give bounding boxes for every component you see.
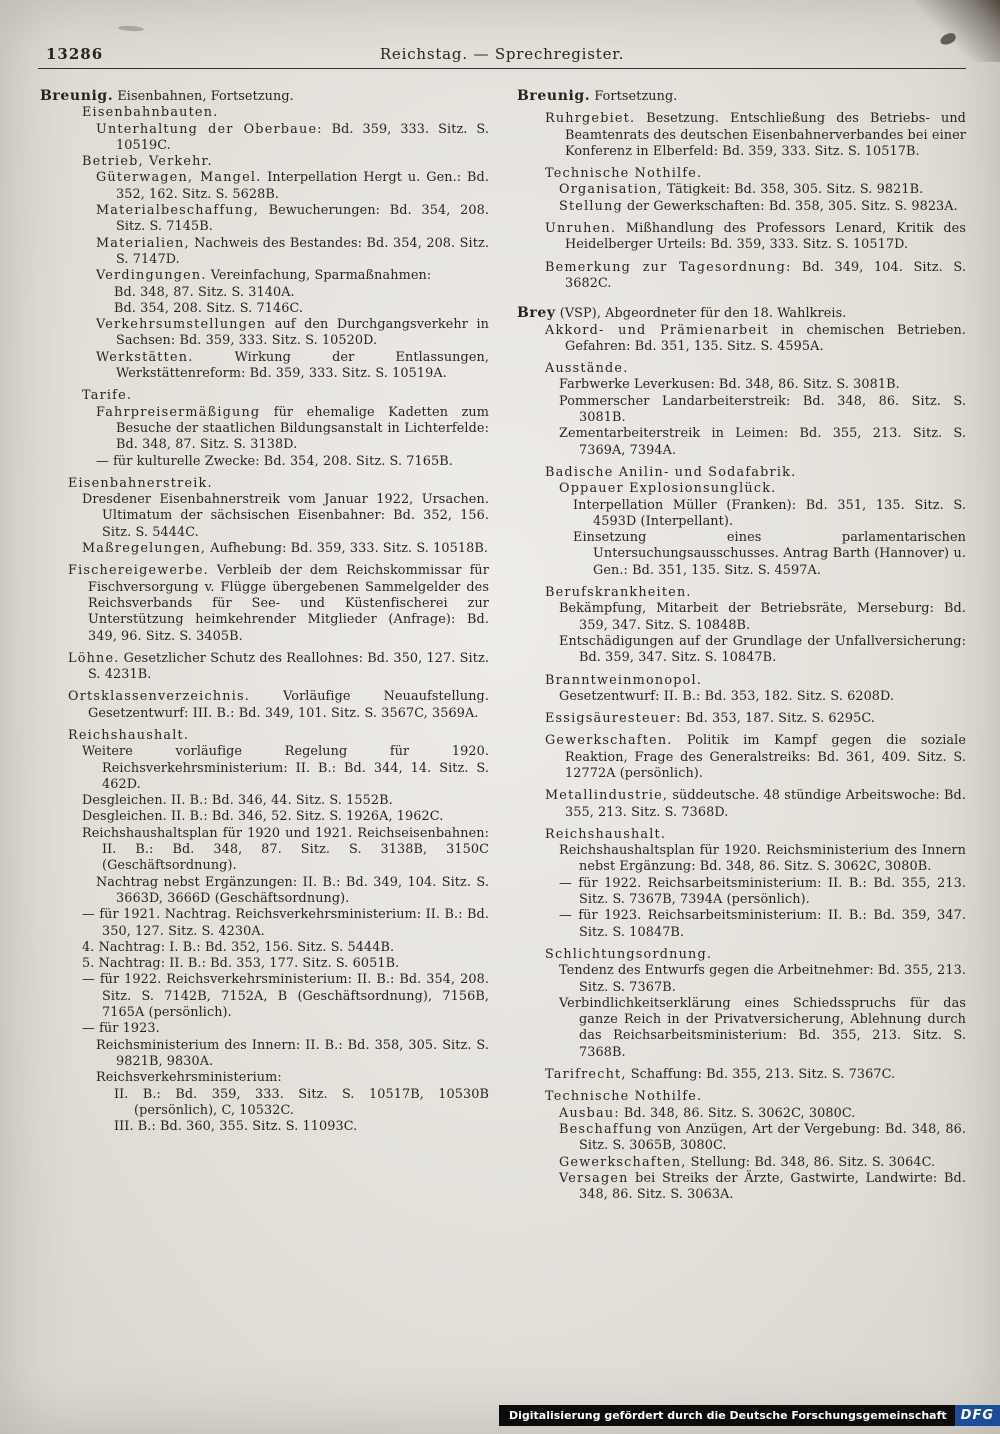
index-entry bbox=[82, 541, 489, 557]
entry-text: Nachtrag nebst Ergänzungen: II. B.: Bd. 349, 104. Sitz. S. 3663D, 3666D (Geschäftsordnung). bbox=[96, 874, 489, 906]
index-entry bbox=[96, 317, 489, 350]
headword: Brey bbox=[517, 305, 556, 322]
entry-keyword: Schlichtungsordnung. bbox=[545, 946, 713, 962]
index-entry bbox=[82, 1021, 489, 1037]
entry-text: Bd. 348, 86. Sitz. S. 3062C, 3080C. bbox=[623, 1105, 856, 1121]
entry-keyword: Stellung bbox=[559, 198, 623, 214]
index-entry bbox=[96, 405, 489, 454]
index-entry bbox=[559, 426, 966, 459]
headword: Breunig. bbox=[40, 88, 114, 104]
index-entry bbox=[114, 1119, 489, 1135]
entry-text: II. B.: Bd. 359, 333. Sitz. S. 10517B, 10530B (persönlich), C, 10532C. bbox=[114, 1086, 489, 1118]
entry-text: Interpellation Müller (Franken): Bd. 351, 135. Sitz. S. 4593D (Interpellant). bbox=[573, 497, 966, 529]
index-entry bbox=[82, 154, 489, 170]
dfg-logo: DFG bbox=[955, 1405, 1000, 1426]
entry-keyword: Technische Nothilfe. bbox=[545, 1089, 703, 1105]
index-entry bbox=[545, 111, 966, 160]
entry-text: Gesetzentwurf: II. B.: Bd. 353, 182. Sitz. S. 6208D. bbox=[559, 688, 895, 704]
entry-text: 4. Nachtrag: I. B.: Bd. 352, 156. Sitz. S. 5444B. bbox=[82, 939, 395, 955]
entry-text: Wirkung der Entlassungen, Werkstättenreform: Bd. 359, 333. Sitz. S. 10519A. bbox=[116, 349, 489, 382]
index-entry bbox=[96, 203, 489, 236]
entry-keyword: Ausstände. bbox=[545, 361, 629, 377]
entry-text: Verbleib der dem Reichskommissar für Fischversorgung v. Flügge übergebenen Sammelgelder des Reichsverbands für See- und Küstenfischerei zur Unterstützung heimkehrender Mitglieder (Anfrage): Bd. 349, 96. Sitz. S. 3405B. bbox=[88, 563, 489, 644]
entry-text: Bekämpfung, Mitarbeit der Betriebsräte, Merseburg: Bd. 359, 347. Sitz. S. 10848B. bbox=[559, 601, 966, 633]
index-entry bbox=[96, 875, 489, 908]
index-entry bbox=[545, 585, 966, 601]
entry-text: — für 1923. Reichsarbeitsministerium: II. B.: Bd. 359, 347. Sitz. S. 10847B. bbox=[559, 908, 966, 940]
entry-text: Besetzung. Entschließung des Betriebs- und Beamtenrats des deutschen Eisenbahnerverbandes bei einer Konferenz in Elberfeld: Bd. 359, 333. Sitz. S. 10517B. bbox=[565, 111, 966, 159]
page-header bbox=[38, 42, 966, 69]
entry-keyword: Versagen bbox=[559, 1170, 629, 1186]
entry-text: Bewucherungen: Bd. 354, 208. Sitz. S. 7145B. bbox=[116, 203, 489, 235]
entry-keyword: Oppauer Explosionsunglück. bbox=[559, 481, 777, 497]
entry-keyword: Fahrpreisermäßigung bbox=[96, 404, 261, 420]
index-entry bbox=[559, 1106, 966, 1122]
index-entry bbox=[545, 733, 966, 782]
index-entry bbox=[559, 634, 966, 667]
index-entry bbox=[559, 601, 966, 634]
index-entry bbox=[559, 1122, 966, 1155]
index-entry bbox=[114, 301, 489, 317]
index-entry bbox=[96, 268, 489, 284]
entry-keyword: Gewerkschaften, bbox=[559, 1154, 687, 1170]
entry-text: Eisenbahnen, Fortsetzung. bbox=[117, 89, 294, 104]
index-entry bbox=[114, 1087, 489, 1120]
digitization-footer bbox=[499, 1405, 1000, 1426]
entry-text: Reichshaushaltsplan für 1920 und 1921. Reichseisenbahnen: II. B.: Bd. 348, 87. Sitz. S. 3138B, 3150C (Geschäftsordnung). bbox=[82, 825, 489, 874]
index-entry bbox=[559, 843, 966, 876]
entry-keyword: Akkord- und Prämienarbeit bbox=[545, 322, 769, 338]
index-entry bbox=[68, 651, 489, 684]
index-headword-entry bbox=[517, 88, 966, 105]
index-entry bbox=[559, 199, 966, 215]
index-entry bbox=[545, 1089, 966, 1105]
entry-text: 5. Nachtrag: II. B.: Bd. 353, 177. Sitz. S. 6051B. bbox=[82, 956, 400, 972]
entry-text: Pommerscher Landarbeiterstreik: Bd. 348, 86. Sitz. S. 3081B. bbox=[559, 393, 966, 426]
entry-keyword: Eisenbahnbauten. bbox=[82, 105, 219, 121]
entry-text: Dresdener Eisenbahnerstreik vom Januar 1922, Ursachen. Ultimatum der sächsischen Eisenbahner: Bd. 352, 156. Sitz. S. 5444C. bbox=[82, 492, 489, 540]
entry-text: Fortsetzung. bbox=[594, 89, 678, 104]
entry-keyword: Gewerkschaften. bbox=[545, 733, 673, 749]
index-entry bbox=[545, 465, 966, 481]
entry-keyword: Bemerkung zur Tagesordnung: bbox=[545, 259, 792, 275]
entry-keyword: Technische Nothilfe. bbox=[545, 166, 703, 182]
entry-keyword: Unruhen. bbox=[545, 221, 617, 237]
entry-text: Schaffung: Bd. 355, 213. Sitz. S. 7367C. bbox=[630, 1067, 896, 1083]
entry-keyword: Ruhrgebiet. bbox=[545, 111, 636, 127]
headword: Breunig. bbox=[517, 88, 591, 104]
index-entry bbox=[559, 182, 966, 198]
page-title: Reichstag. — Sprechregister. bbox=[379, 45, 625, 63]
index-entry bbox=[559, 908, 966, 941]
entry-keyword: Berufskrankheiten. bbox=[545, 585, 692, 601]
index-entry bbox=[573, 498, 966, 531]
entry-text: Reichsministerium des Innern: II. B.: Bd. 358, 305. Sitz. S. 9821B, 9830A. bbox=[96, 1037, 489, 1069]
index-entry bbox=[545, 221, 966, 254]
entry-keyword: Unterhaltung der Oberbaue: bbox=[96, 121, 323, 137]
entry-keyword: Güterwagen, Mangel. bbox=[96, 170, 262, 186]
index-entry bbox=[559, 481, 966, 497]
entry-keyword: Werkstätten. bbox=[96, 349, 194, 365]
index-entry bbox=[82, 492, 489, 541]
index-entry bbox=[82, 105, 489, 121]
entry-text: Entschädigungen auf der Grundlage der Unfallversicherung: Bd. 359, 347. Sitz. S. 10847B. bbox=[559, 633, 966, 666]
register-column-left bbox=[38, 88, 489, 1135]
entry-keyword: Essigsäuresteuer: bbox=[545, 711, 682, 727]
index-entry bbox=[545, 323, 966, 356]
entry-text: für ehemalige Kadetten zum Besuche der staatlichen Bildungsanstalt in Lichterfelde: Bd. 348, 87. Sitz. S. 3138D. bbox=[116, 404, 489, 453]
entry-text: Stellung: Bd. 348, 86. Sitz. S. 3064C. bbox=[690, 1154, 936, 1170]
entry-text: Vorläufige Neuaufstellung. Gesetzentwurf: III. B.: Bd. 349, 101. Sitz. S. 3567C, 3569A. bbox=[88, 689, 489, 721]
index-entry bbox=[545, 947, 966, 963]
entry-keyword: Organisation, bbox=[559, 182, 663, 198]
entry-text: bei Streiks der Ärzte, Gastwirte, Landwirte: Bd. 348, 86. Sitz. S. 3063A. bbox=[579, 1170, 966, 1203]
entry-text: — für 1922. Reichsarbeitsministerium: II. B.: Bd. 355, 213. Sitz. S. 7367B, 7394A (persönlich). bbox=[559, 875, 966, 908]
index-entry bbox=[114, 285, 489, 301]
entry-keyword: Reichshaushalt. bbox=[68, 727, 190, 743]
entry-keyword: Metallindustrie, bbox=[545, 788, 669, 804]
entry-keyword: Ortsklassenverzeichnis. bbox=[68, 689, 251, 705]
entry-text: Weitere vorläufige Regelung für 1920. Reichsverkehrsministerium: II. B.: Bd. 344, 14. Sitz. S. 462D. bbox=[82, 744, 489, 792]
entry-text: — für 1922. Reichsverkehrsministerium: II. B.: Bd. 354, 208. Sitz. S. 7142B, 7152A, B (Geschäftsordnung), 7156B, 7165A (persönlich). bbox=[82, 972, 489, 1021]
index-entry bbox=[545, 166, 966, 182]
register-columns bbox=[38, 88, 966, 1203]
index-entry bbox=[96, 350, 489, 383]
entry-keyword: Maßregelungen, bbox=[82, 541, 207, 557]
entry-keyword: Ausbau: bbox=[559, 1105, 620, 1121]
entry-keyword: Eisenbahnerstreik. bbox=[68, 475, 213, 491]
index-entry bbox=[573, 530, 966, 579]
entry-keyword: Tarifrecht, bbox=[545, 1067, 627, 1083]
index-entry bbox=[96, 1070, 489, 1086]
entry-text: Tätigkeit: Bd. 358, 305. Sitz. S. 9821B. bbox=[666, 182, 924, 198]
entry-text: Bd. 349, 104. Sitz. S. 3682C. bbox=[565, 259, 966, 291]
entry-keyword: Verdingungen. bbox=[96, 268, 207, 284]
scan-smudge bbox=[118, 25, 144, 32]
entry-text: Mißhandlung des Professors Lenard, Kritik des Heidelberger Urteils: Bd. 359, 333. Sitz. S. 10517D. bbox=[565, 221, 966, 253]
entry-keyword: Fischereigewerbe. bbox=[68, 563, 209, 579]
entry-text: Nachweis des Bestandes: Bd. 354, 208. Sitz. S. 7147D. bbox=[116, 235, 489, 267]
index-entry bbox=[559, 377, 966, 393]
entry-text: Bd. 353, 187. Sitz. S. 6295C. bbox=[685, 711, 875, 727]
index-entry bbox=[68, 728, 489, 744]
index-entry bbox=[559, 394, 966, 427]
index-entry bbox=[559, 963, 966, 996]
entry-text: der Gewerkschaften: Bd. 358, 305. Sitz. S. 9823A. bbox=[627, 198, 958, 214]
index-entry bbox=[68, 689, 489, 722]
entry-keyword: Verkehrsumstellungen bbox=[96, 317, 267, 333]
index-entry bbox=[96, 170, 489, 203]
entry-text: Gesetzlicher Schutz des Reallohnes: Bd. 350, 127. Sitz. S. 4231B. bbox=[88, 650, 489, 683]
index-entry bbox=[82, 907, 489, 940]
index-entry bbox=[68, 563, 489, 644]
entry-text: (VSP), Abgeordneter für den 18. Wahlkreis. bbox=[559, 306, 847, 322]
index-entry bbox=[545, 711, 966, 727]
index-entry bbox=[82, 972, 489, 1021]
entry-text: in chemischen Betrieben. Gefahren: Bd. 351, 135. Sitz. S. 4595A. bbox=[565, 322, 966, 354]
index-entry bbox=[82, 826, 489, 875]
index-entry bbox=[559, 1155, 966, 1171]
index-entry bbox=[96, 1038, 489, 1071]
index-entry bbox=[68, 476, 489, 492]
entry-text: Vereinfachung, Sparmaßnahmen: bbox=[210, 268, 432, 284]
index-entry bbox=[545, 260, 966, 293]
entry-text: Farbwerke Leverkusen: Bd. 348, 86. Sitz. S. 3081B. bbox=[559, 377, 900, 393]
entry-text: Verbindlichkeitserklärung eines Schiedsspruchs für das ganze Reich in der Privatversicherung, Ablehnung durch das Reichsarbeitsministerium: Bd. 355, 213. Sitz. S. 7368B. bbox=[559, 995, 966, 1060]
entry-keyword: Betrieb, Verkehr. bbox=[82, 154, 213, 170]
index-entry bbox=[545, 673, 966, 689]
entry-keyword: Badische Anilin- und Sodafabrik. bbox=[545, 464, 797, 480]
entry-text: Bd. 359, 333. Sitz. S. 10519C. bbox=[116, 121, 489, 153]
entry-text: Tendenz des Entwurfs gegen die Arbeitnehmer: Bd. 355, 213. Sitz. S. 7367B. bbox=[559, 963, 966, 995]
entry-keyword: Materialien, bbox=[96, 235, 190, 251]
entry-text: Interpellation Hergt u. Gen.: Bd. 352, 162. Sitz. S. 5628B. bbox=[116, 170, 489, 202]
entry-text: — für 1923. bbox=[82, 1021, 160, 1037]
index-entry bbox=[545, 361, 966, 377]
entry-text: Desgleichen. II. B.: Bd. 346, 52. Sitz. S. 1926A, 1962C. bbox=[82, 809, 444, 825]
index-entry bbox=[82, 388, 489, 404]
index-entry bbox=[559, 1171, 966, 1204]
index-entry bbox=[559, 876, 966, 909]
index-headword-entry bbox=[40, 88, 489, 105]
entry-keyword: Branntweinmonopol. bbox=[545, 672, 703, 688]
index-entry bbox=[545, 827, 966, 843]
entry-text: — für 1921. Nachtrag. Reichsverkehrsministerium: II. B.: Bd. 350, 127. Sitz. S. 4230A. bbox=[82, 907, 489, 939]
entry-text: von Anzügen, Art der Vergebung: Bd. 348, 86. Sitz. S. 3065B, 3080C. bbox=[579, 1121, 966, 1154]
index-entry bbox=[82, 940, 489, 956]
entry-text: III. B.: Bd. 360, 355. Sitz. S. 11093C. bbox=[114, 1119, 358, 1135]
entry-text: Bd. 348, 87. Sitz. S. 3140A. bbox=[114, 284, 295, 300]
entry-text: Zementarbeiterstreik in Leimen: Bd. 355, 213. Sitz. S. 7369A, 7394A. bbox=[559, 426, 966, 458]
entry-keyword: Tarife. bbox=[82, 388, 133, 404]
index-entry bbox=[96, 454, 489, 470]
entry-keyword: Reichshaushalt. bbox=[545, 826, 667, 842]
index-entry bbox=[82, 744, 489, 793]
index-entry bbox=[96, 122, 489, 155]
entry-text: Aufhebung: Bd. 359, 333. Sitz. S. 10518B. bbox=[210, 541, 489, 557]
digitization-credit: Digitalisierung gefördert durch die Deutsche Forschungsgemeinschaft bbox=[508, 1409, 947, 1422]
entry-keyword: Beschaffung bbox=[559, 1121, 653, 1137]
entry-text: süddeutsche. 48 stündige Arbeitswoche: Bd. 355, 213. Sitz. S. 7368D. bbox=[565, 788, 966, 820]
entry-text: — für kulturelle Zwecke: Bd. 354, 208. Sitz. S. 7165B. bbox=[96, 453, 453, 469]
index-headword-entry bbox=[517, 305, 966, 322]
page-number: 13286 bbox=[46, 45, 104, 63]
entry-text: Einsetzung eines parlamentarischen Untersuchungsausschusses. Antrag Barth (Hannover) u. Gen.: Bd. 351, 135. Sitz. S. 4597A. bbox=[573, 530, 966, 578]
index-entry bbox=[82, 793, 489, 809]
entry-keyword: Löhne. bbox=[68, 650, 120, 666]
entry-text: auf den Durchgangsverkehr in Sachsen: Bd. 359, 333. Sitz. S. 10520D. bbox=[116, 317, 489, 349]
register-column-right bbox=[515, 88, 966, 1203]
index-entry bbox=[96, 236, 489, 269]
index-entry bbox=[545, 1067, 966, 1083]
entry-text: Reichshaushaltsplan für 1920. Reichsministerium des Innern nebst Ergänzung: Bd. 348, 86. Sitz. S. 3062C, 3080B. bbox=[559, 843, 966, 875]
index-entry bbox=[545, 788, 966, 821]
index-entry bbox=[82, 809, 489, 825]
entry-text: Politik im Kampf gegen die soziale Reaktion, Frage des Generalstreiks: Bd. 361, 409. Sitz. S. 12772A (persönlich). bbox=[565, 733, 966, 781]
index-entry bbox=[559, 689, 966, 705]
entry-keyword: Materialbeschaffung, bbox=[96, 203, 259, 219]
index-entry bbox=[82, 956, 489, 972]
entry-text: Reichsverkehrsministerium: bbox=[96, 1070, 282, 1086]
entry-text: Bd. 354, 208. Sitz. S. 7146C. bbox=[114, 300, 304, 316]
index-entry bbox=[559, 996, 966, 1061]
entry-text: Desgleichen. II. B.: Bd. 346, 44. Sitz. S. 1552B. bbox=[82, 793, 393, 809]
